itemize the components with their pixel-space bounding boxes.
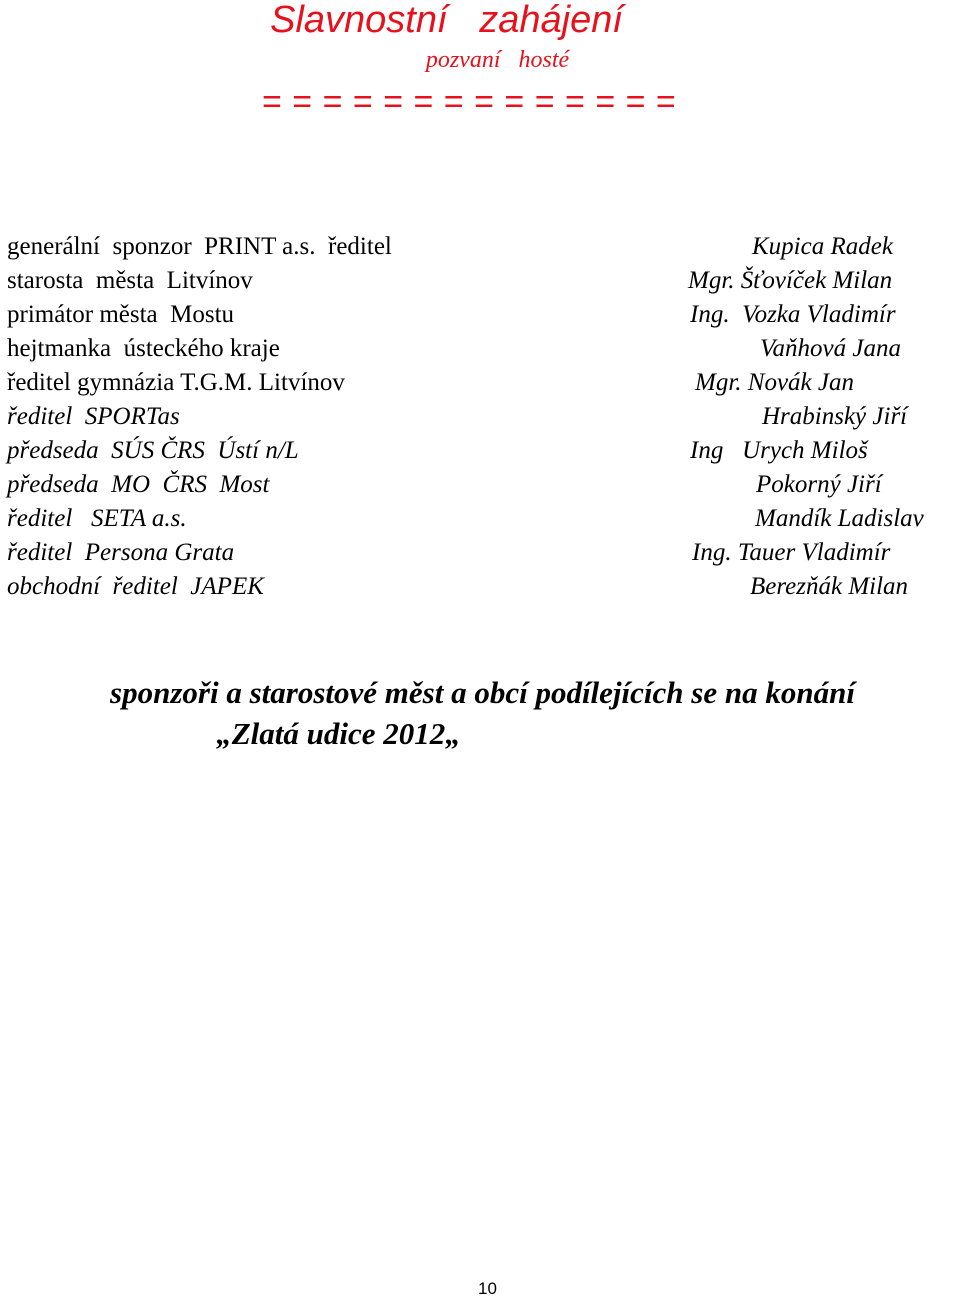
guest-row <box>0 401 960 435</box>
guest-role: generální sponzor PRINT a.s. ředitel <box>7 233 392 260</box>
guest-name: Berezňák Milan <box>750 573 909 600</box>
guest-name: Mgr. Šťovíček Milan <box>688 267 893 294</box>
decorative-rule: = = = = = = = = = = = = = = <box>262 83 677 121</box>
guest-name: Pokorný Jiří <box>756 471 882 498</box>
guest-row <box>0 333 960 367</box>
guest-row <box>0 435 960 469</box>
guest-role: ředitel Persona Grata <box>7 539 235 566</box>
guest-name: Kupica Radek <box>752 233 893 260</box>
guest-row <box>0 265 960 299</box>
sponsors-heading: sponzoři a starostové měst a obcí podílejících se na konání <box>110 675 855 710</box>
guest-name: Mandík Ladislav <box>755 505 924 532</box>
guest-row <box>0 503 960 537</box>
guest-name: Vaňhová Jana <box>760 335 901 362</box>
guest-row <box>0 367 960 401</box>
guest-name: Ing Urych Miloš <box>690 437 868 464</box>
guest-role: ředitel SPORTas <box>7 403 180 430</box>
guest-row <box>0 231 960 265</box>
guest-row <box>0 571 960 605</box>
guest-name: Ing. Vozka Vladimír <box>690 301 896 328</box>
guest-role: ředitel SETA a.s. <box>7 505 187 532</box>
guest-name: Mgr. Novák Jan <box>695 369 854 396</box>
guest-name: Ing. Tauer Vladimír <box>692 539 891 566</box>
event-name: „Zlatá udice 2012„ <box>216 716 461 751</box>
guest-role: hejtmanka ústeckého kraje <box>7 335 280 362</box>
guest-role: starosta města Litvínov <box>7 267 253 294</box>
guest-name: Hrabinský Jiří <box>762 403 908 430</box>
guest-row <box>0 537 960 571</box>
guest-role: ředitel gymnázia T.G.M. Litvínov <box>7 369 345 396</box>
guest-role: předseda MO ČRS Most <box>7 471 270 498</box>
guest-row <box>0 469 960 503</box>
guest-role: předseda SÚS ČRS Ústí n/L <box>7 437 299 464</box>
guest-role: obchodní ředitel JAPEK <box>7 573 264 600</box>
page-number: 10 <box>478 1279 497 1298</box>
guest-role: primátor města Mostu <box>7 301 235 328</box>
guest-row <box>0 299 960 333</box>
page-subtitle: pozvaní hosté <box>425 47 570 73</box>
page-title: Slavnostní zahájení <box>270 0 623 41</box>
